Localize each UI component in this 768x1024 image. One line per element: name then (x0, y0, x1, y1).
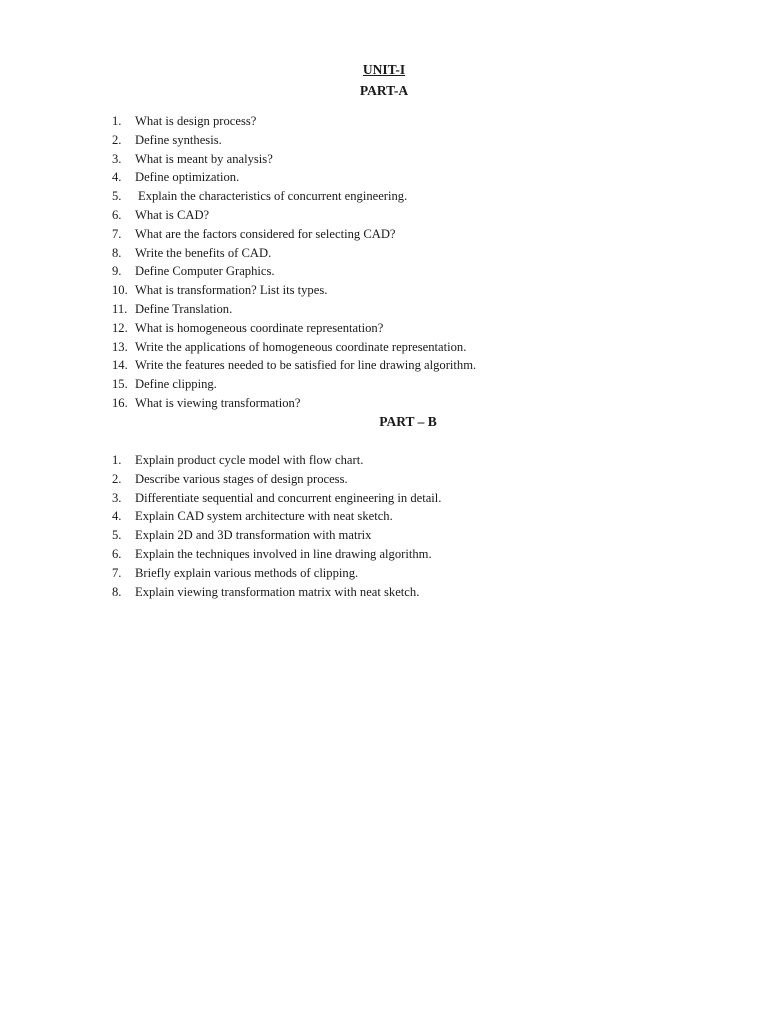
question-item (112, 206, 476, 225)
question-item (112, 131, 476, 150)
question-item (112, 564, 441, 583)
question-number: 6. (112, 207, 122, 222)
question-item (112, 225, 476, 244)
question-number: 7. (112, 226, 122, 241)
question-number: 11. (112, 301, 128, 316)
question-text: Write the applications of homogeneous coordinate representation. (135, 339, 467, 354)
question-text: Write the features needed to be satisfied for line drawing algorithm. (135, 358, 477, 373)
question-text: Define clipping. (135, 377, 217, 392)
question-number: 12. (112, 320, 128, 335)
question-text: What is transformation? List its types. (135, 283, 328, 298)
question-item (112, 507, 441, 526)
question-number: 15. (112, 377, 128, 392)
question-item (112, 545, 441, 564)
question-text: Explain CAD system architecture with neat sketch. (135, 509, 393, 524)
question-text: What is CAD? (135, 207, 210, 222)
question-item (112, 356, 476, 375)
question-item (112, 338, 476, 357)
question-number: 13. (112, 339, 128, 354)
question-item (112, 489, 441, 508)
question-number: 1. (112, 453, 122, 467)
question-text: Explain the characteristics of concurrent engineering. (138, 189, 408, 204)
question-item (112, 375, 476, 394)
question-item (112, 150, 476, 169)
question-item (112, 394, 476, 413)
question-item (112, 583, 441, 602)
question-text: What is meant by analysis? (135, 151, 273, 166)
question-text: Differentiate sequential and concurrent engineering in detail. (135, 490, 442, 505)
question-number: 5. (112, 189, 122, 204)
question-text: Define synthesis. (135, 132, 222, 147)
question-item (112, 470, 441, 489)
question-number: 6. (112, 546, 122, 561)
question-item (112, 281, 476, 300)
question-text: Define Translation. (135, 301, 233, 316)
part-b-title: PART – B (379, 414, 437, 429)
question-item (112, 112, 476, 131)
question-number: 3. (112, 151, 122, 166)
part-b-question-list (112, 451, 441, 601)
question-number: 1. (112, 114, 122, 128)
question-item (112, 319, 476, 338)
question-text: What is viewing transformation? (135, 395, 301, 410)
question-text: Describe various stages of design process. (135, 471, 348, 486)
question-text: What is homogeneous coordinate representation? (135, 320, 384, 335)
question-number: 5. (112, 528, 122, 543)
question-number: 7. (112, 565, 122, 580)
question-item (112, 451, 441, 470)
question-number: 9. (112, 264, 122, 279)
question-text: Explain the techniques involved in line drawing algorithm. (135, 546, 432, 561)
part-a-question-list (112, 112, 476, 413)
question-text: Explain viewing transformation matrix with neat sketch. (135, 584, 420, 599)
question-number: 14. (112, 358, 128, 373)
question-text: Define optimization. (135, 170, 240, 185)
question-item (112, 262, 476, 281)
question-number: 10. (112, 283, 128, 298)
unit-title: UNIT-I (362, 62, 406, 77)
question-text: Explain product cycle model with flow chart. (135, 453, 364, 467)
question-text: Briefly explain various methods of clipping. (135, 565, 359, 580)
question-number: 16. (112, 395, 128, 410)
question-item (112, 187, 476, 206)
question-text: What is design process? (135, 114, 257, 128)
question-item (112, 300, 476, 319)
question-number: 3. (112, 490, 122, 505)
question-text: Define Computer Graphics. (135, 264, 275, 279)
question-number: 8. (112, 584, 122, 599)
question-text: Write the benefits of CAD. (135, 245, 272, 260)
part-a-title: PART-A (359, 83, 409, 98)
question-number: 8. (112, 245, 122, 260)
question-text: What are the factors considered for selecting CAD? (135, 226, 396, 241)
question-number: 4. (112, 509, 122, 524)
question-item (112, 244, 476, 263)
question-number: 4. (112, 170, 122, 185)
question-item (112, 526, 441, 545)
question-number: 2. (112, 471, 122, 486)
question-item (112, 168, 476, 187)
question-number: 2. (112, 132, 122, 147)
question-text: Explain 2D and 3D transformation with matrix (135, 528, 372, 543)
